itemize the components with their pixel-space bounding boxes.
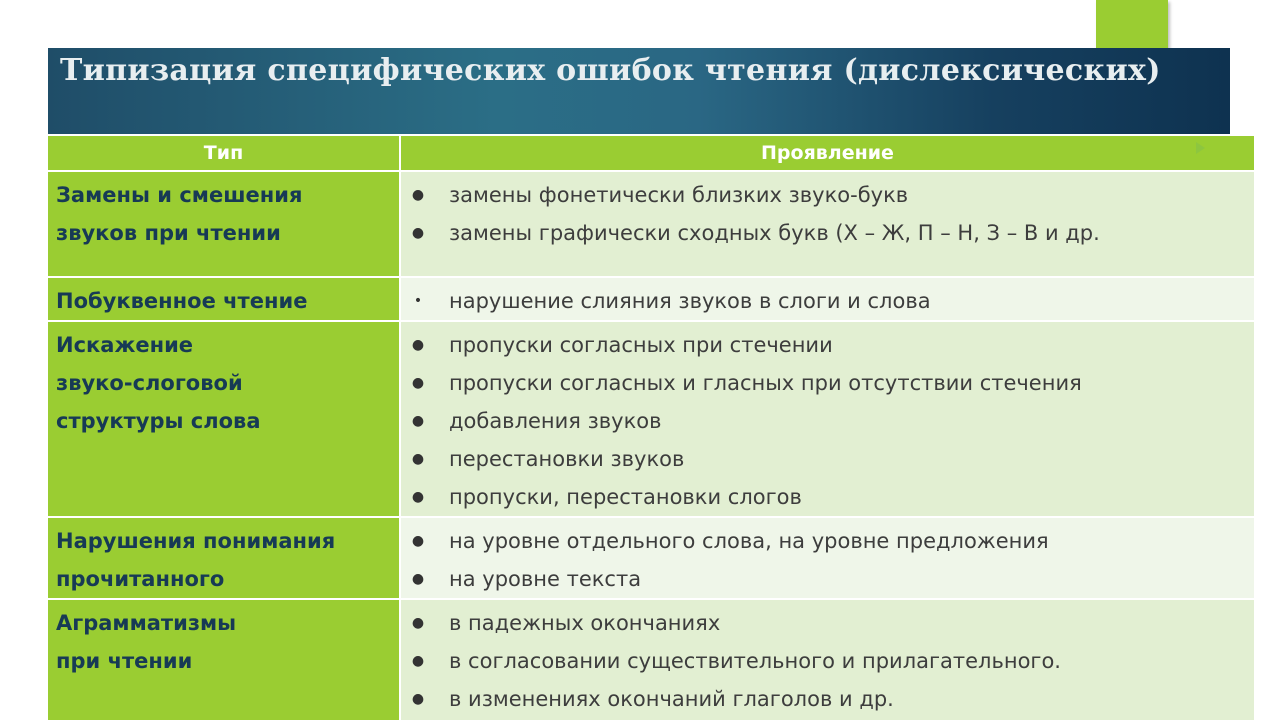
list-item: [409, 522, 1246, 560]
manifestation-cell: [400, 277, 1254, 321]
list-item: [409, 364, 1246, 402]
manifestation-text: замены графически сходных букв (Х – Ж, П – Н, З – В и др.: [449, 221, 1100, 245]
manifestation-list: [409, 604, 1246, 718]
bullet-dot-icon: ●: [411, 187, 425, 203]
bullet-dot-icon: ●: [411, 413, 425, 429]
error-type-label: Побуквенное чтение: [56, 289, 308, 313]
manifestation-text: в падежных окончаниях: [449, 611, 721, 635]
manifestation-text: на уровне отдельного слова, на уровне предложения: [449, 529, 1049, 553]
type-cell: [48, 599, 400, 720]
bullet-dot-icon: •: [413, 293, 423, 309]
list-item: [409, 176, 1246, 214]
list-item: [409, 478, 1246, 516]
error-type-label: Искажение звуко-слоговой структуры слова: [56, 333, 261, 433]
list-item: [409, 282, 1246, 320]
manifestation-text: нарушение слияния звуков в слоги и слова: [449, 289, 931, 313]
bullet-dot-icon: ●: [411, 225, 425, 241]
header-type: Тип: [48, 136, 400, 171]
bullet-dot-icon: ●: [411, 375, 425, 391]
bullet-dot-icon: ●: [411, 615, 425, 631]
manifestation-text: на уровне текста: [449, 567, 642, 591]
error-type-label: Аграмматизмы при чтении: [56, 611, 237, 673]
list-item: [409, 560, 1246, 598]
manifestation-list: [409, 326, 1246, 516]
manifestation-cell: [400, 517, 1254, 599]
manifestation-text: пропуски согласных при стечении: [449, 333, 833, 357]
manifestation-list: [409, 522, 1246, 598]
header-manifestation: Проявление: [400, 136, 1254, 171]
manifestation-cell: [400, 321, 1254, 517]
manifestation-list: [409, 282, 1246, 320]
manifestation-text: в изменениях окончаний глаголов и др.: [449, 687, 894, 711]
manifestation-text: добавления звуков: [449, 409, 662, 433]
slide-title: Типизация специфических ошибок чтения (дислексических): [60, 53, 1161, 88]
manifestation-text: перестановки звуков: [449, 447, 685, 471]
bullet-dot-icon: ●: [411, 691, 425, 707]
type-cell: [48, 321, 400, 517]
manifestation-text: замены фонетически близких звуко-букв: [449, 183, 909, 207]
bullet-dot-icon: ●: [411, 337, 425, 353]
list-item: [409, 326, 1246, 364]
list-item: [409, 214, 1246, 252]
bullet-dot-icon: ●: [411, 451, 425, 467]
type-cell: [48, 277, 400, 321]
manifestation-text: пропуски, перестановки слогов: [449, 485, 802, 509]
table-row: [48, 599, 1254, 720]
table-row: [48, 517, 1254, 599]
list-item: [409, 604, 1246, 642]
list-item: [409, 680, 1246, 718]
manifestation-list: [409, 176, 1246, 252]
manifestation-cell: [400, 171, 1254, 277]
bullet-dot-icon: ●: [411, 533, 425, 549]
table-row: [48, 171, 1254, 277]
list-item: [409, 440, 1246, 478]
list-item: [409, 402, 1246, 440]
table-row: [48, 277, 1254, 321]
table-header-row: [48, 136, 1254, 171]
title-banner: [48, 48, 1230, 134]
bullet-dot-icon: ●: [411, 571, 425, 587]
list-item: [409, 642, 1246, 680]
bullet-dot-icon: ●: [411, 653, 425, 669]
type-cell: [48, 517, 400, 599]
bullet-dot-icon: ●: [411, 489, 425, 505]
table-row: [48, 321, 1254, 517]
manifestation-text: пропуски согласных и гласных при отсутствии стечения: [449, 371, 1082, 395]
dyslexia-errors-table: [48, 136, 1254, 720]
manifestation-cell: [400, 599, 1254, 720]
error-type-label: Замены и смешения звуков при чтении: [56, 183, 303, 245]
manifestation-text: в согласовании существительного и прилагательного.: [449, 649, 1061, 673]
error-type-label: Нарушения понимания прочитанного: [56, 529, 336, 591]
play-triangle-icon: [1196, 142, 1205, 154]
type-cell: [48, 171, 400, 277]
